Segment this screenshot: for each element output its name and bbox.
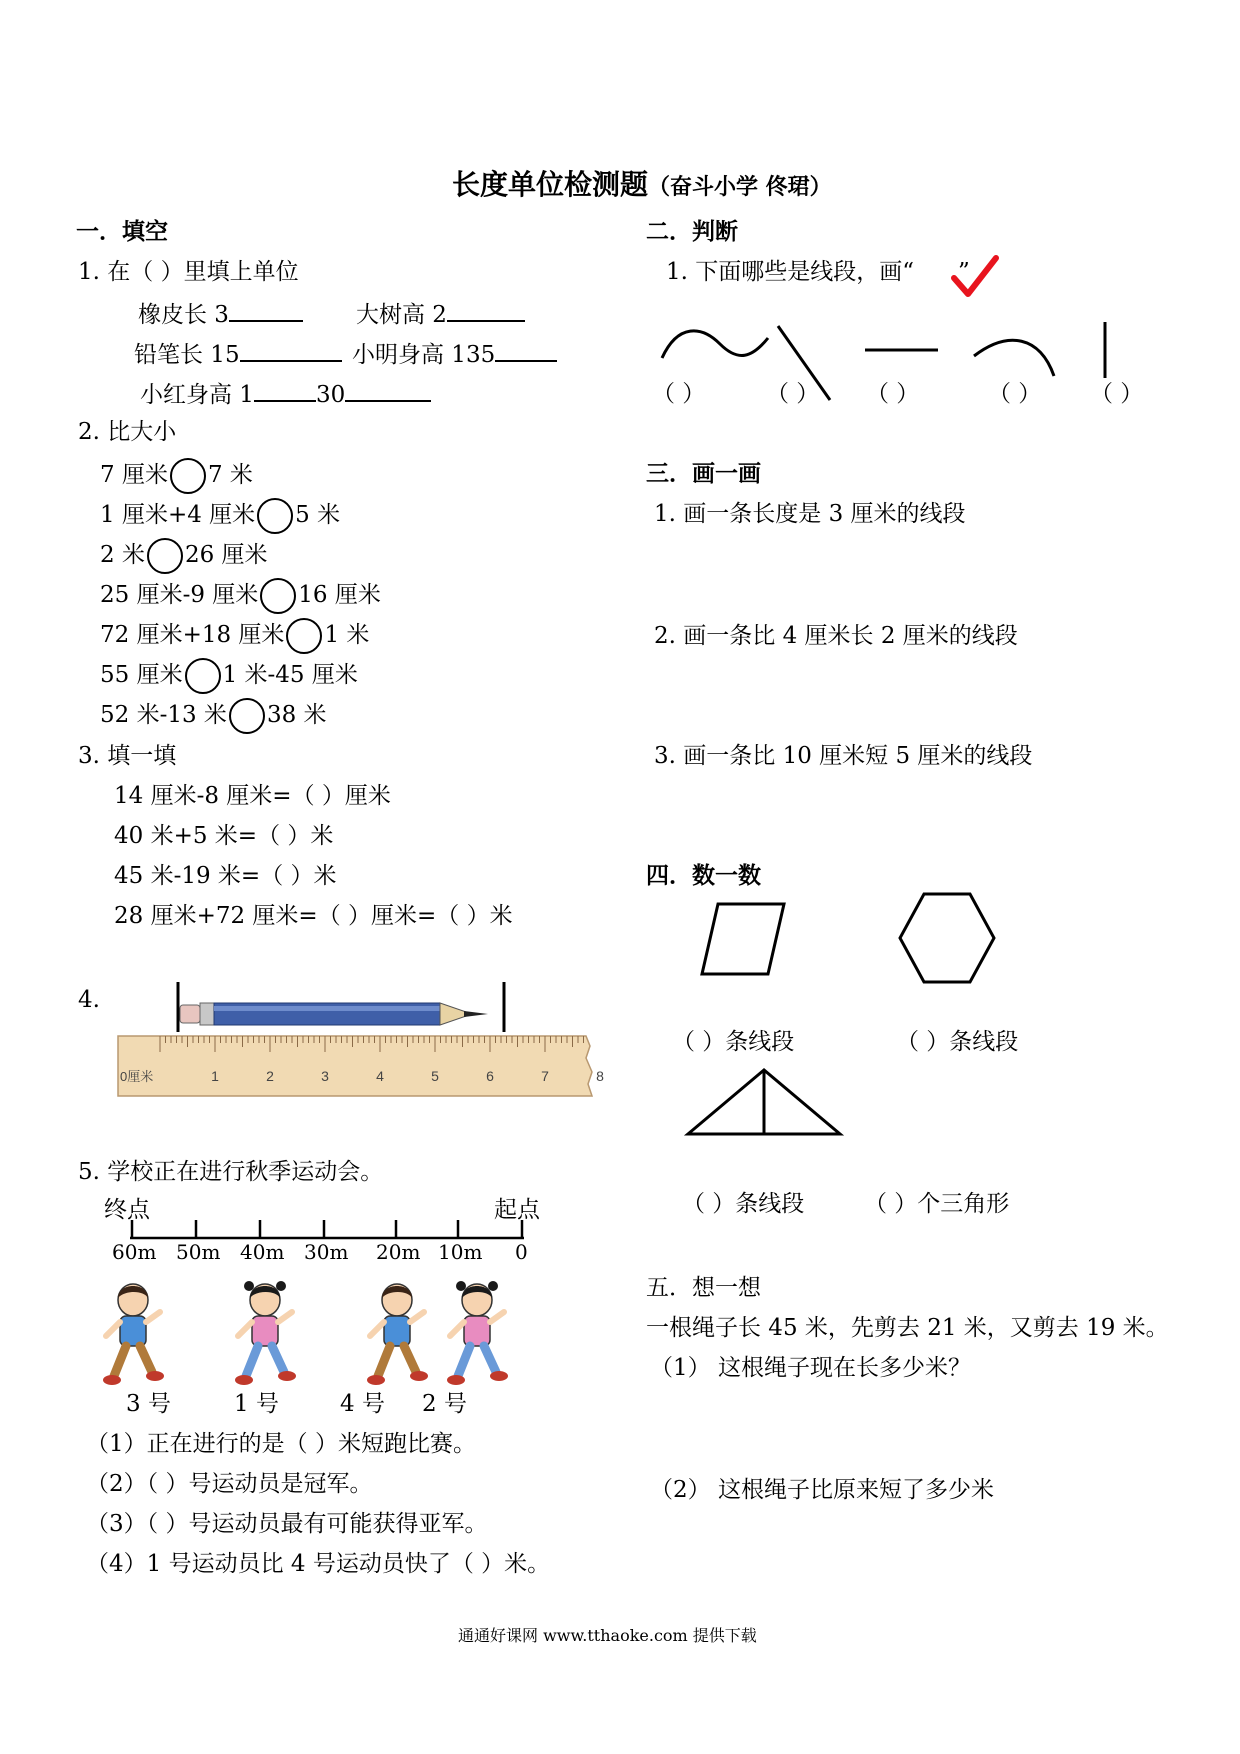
count-shapes <box>680 890 1040 1150</box>
track-start-label: 起点 <box>494 1197 540 1223</box>
ruler-body <box>118 1036 592 1096</box>
ruler-zero-label: 0厘米 <box>120 1069 154 1084</box>
runner-label: 3 号 <box>126 1391 171 1417</box>
track-mark: 10m <box>438 1240 483 1264</box>
compare-row: 1 厘米+4 厘米 5 米 <box>100 498 340 534</box>
ruler-number: 1 <box>211 1068 219 1084</box>
track-mark: 30m <box>304 1240 349 1264</box>
judge-prompt: 1. 下面哪些是线段，画“ ” <box>666 259 970 285</box>
q1-xiaohong: 小红身高 1 30 <box>140 378 431 409</box>
q3-item: 40 米+5 米=（ ）米 <box>114 823 334 849</box>
think-q1: （1） 这根绳子现在长多少米？ <box>650 1355 971 1381</box>
count-answer: （ ）个三角形 <box>864 1191 1010 1217</box>
pencil-icon <box>180 1003 488 1025</box>
track-mark: 50m <box>176 1240 221 1264</box>
draw-item: 1. 画一条长度是 3 厘米的线段 <box>654 501 966 527</box>
ruler-number: 4 <box>376 1068 384 1084</box>
compare-row: 7 厘米 7 米 <box>100 458 253 494</box>
arc-curve <box>974 340 1054 376</box>
track-mark: 20m <box>376 1240 421 1264</box>
compare-row: 52 米-13 米 38 米 <box>100 698 327 734</box>
compare-circle[interactable] <box>229 698 265 734</box>
think-problem: 一根绳子长 45 米，先剪去 21 米，又剪去 19 米。 <box>646 1315 1169 1341</box>
count-answer: （ ）条线段 <box>672 1029 795 1055</box>
track-mark: 0 <box>515 1240 528 1264</box>
count-answer: （ ）条线段 <box>682 1191 805 1217</box>
wavy-curve <box>662 331 768 358</box>
ruler-figure <box>116 980 612 1104</box>
q5-item: （2）（ ）号运动员是冠军。 <box>86 1471 373 1497</box>
compare-circle[interactable] <box>257 498 293 534</box>
q5-item: （4）1 号运动员比 4 号运动员快了（ ）米。 <box>86 1551 551 1577</box>
section-judge: 二．判断 <box>646 219 738 245</box>
runner-icon <box>232 1278 298 1390</box>
ruler-number: 8 <box>596 1068 604 1084</box>
q5-item: （3）（ ）号运动员最有可能获得亚军。 <box>86 1511 488 1537</box>
checkmark-icon <box>950 256 1000 300</box>
q4-label: 4. <box>78 987 100 1013</box>
section-draw: 三．画一画 <box>646 461 761 487</box>
judge-paren: （ ） <box>1090 381 1144 407</box>
count-answer: （ ）条线段 <box>896 1029 1019 1055</box>
compare-circle[interactable] <box>147 538 183 574</box>
q1-tree: 大树高 2 <box>356 298 525 329</box>
section-count: 四．数一数 <box>646 863 761 889</box>
compare-row: 72 厘米+18 厘米 1 米 <box>100 618 369 654</box>
judge-paren: （ ） <box>988 381 1042 407</box>
ruler-number: 7 <box>541 1068 549 1084</box>
track-mark: 40m <box>240 1240 285 1264</box>
q3-prompt: 3. 填一填 <box>78 743 177 769</box>
title-author: （奋斗小学 佟珺） <box>648 175 832 200</box>
q1-xiaoming: 小明身高 135 <box>352 338 557 369</box>
ruler-number: 6 <box>486 1068 494 1084</box>
runner-label: 4 号 <box>340 1391 385 1417</box>
compare-circle[interactable] <box>185 658 221 694</box>
track-mark: 60m <box>112 1240 157 1264</box>
ruler-number: 2 <box>266 1068 274 1084</box>
draw-item: 3. 画一条比 10 厘米短 5 厘米的线段 <box>654 743 1033 769</box>
runner-icon <box>444 1278 510 1390</box>
compare-circle[interactable] <box>260 578 296 614</box>
judge-paren: （ ） <box>766 381 820 407</box>
track-ticks <box>132 1220 522 1238</box>
ruler-number: 5 <box>431 1068 439 1084</box>
judge-paren: （ ） <box>652 381 706 407</box>
compare-circle[interactable] <box>286 618 322 654</box>
q1-prompt: 1. 在（ ）里填上单位 <box>78 259 299 285</box>
runner-icon <box>100 1278 166 1390</box>
compare-circle[interactable] <box>170 458 206 494</box>
q5-prompt: 5. 学校正在进行秋季运动会。 <box>78 1159 384 1185</box>
runner-icon <box>364 1278 430 1390</box>
q5-item: （1）正在进行的是（ ）米短跑比赛。 <box>86 1431 476 1457</box>
title-main: 长度单位检测题 <box>452 168 649 201</box>
q3-item: 28 厘米+72 厘米=（ ）厘米=（ ）米 <box>114 903 513 929</box>
judge-paren: （ ） <box>866 381 920 407</box>
ruler-number: 3 <box>321 1068 329 1084</box>
compare-row: 2 米 26 厘米 <box>100 538 268 574</box>
runner-label: 1 号 <box>234 1391 279 1417</box>
track-end-label: 终点 <box>104 1197 150 1223</box>
q3-item: 45 米-19 米=（ ）米 <box>114 863 337 889</box>
compare-row: 55 厘米 1 米-45 厘米 <box>100 658 358 694</box>
compare-row: 25 厘米-9 厘米 16 厘米 <box>100 578 381 614</box>
parallelogram-shape <box>702 904 784 974</box>
runner-label: 2 号 <box>422 1391 467 1417</box>
q2-prompt: 2. 比大小 <box>78 419 177 445</box>
q1-eraser: 橡皮长 3 <box>138 298 303 329</box>
q1-pencil: 铅笔长 15 <box>134 338 342 369</box>
section-think: 五．想一想 <box>646 1275 761 1301</box>
q3-item: 14 厘米-8 厘米=（ ）厘米 <box>114 783 391 809</box>
think-q2: （2） 这根绳子比原来短了多少米 <box>650 1477 994 1503</box>
page-title <box>452 168 832 205</box>
footer: 通通好课网 www.tthaoke.com 提供下载 <box>458 1626 757 1645</box>
draw-item: 2. 画一条比 4 厘米长 2 厘米的线段 <box>654 623 1018 649</box>
hexagon-shape <box>900 894 994 982</box>
section-fill-blank: 一．填空 <box>76 219 168 245</box>
